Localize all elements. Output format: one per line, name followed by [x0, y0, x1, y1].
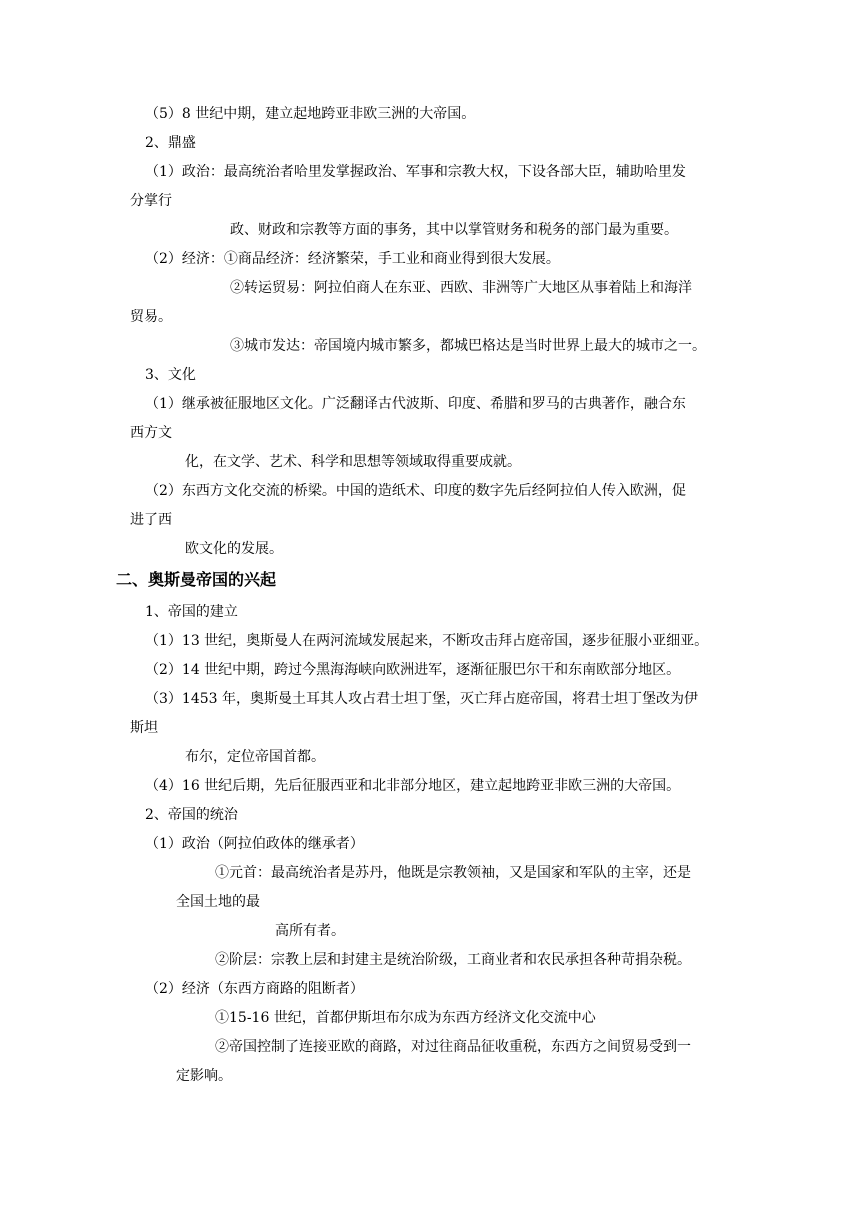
establishment-item-3-line-3: 布尔，定位帝国首都。: [185, 749, 325, 765]
rule-economy: （2）经济（东西方商路的阻断者）: [145, 981, 364, 997]
culture-item-1-line-2: 西方文: [130, 425, 172, 441]
establishment-item-2: （2）14 世纪中期，跨过今黑海海峡向欧洲进军，逐渐征服巴尔干和东南欧部分地区。: [145, 662, 681, 678]
rule-economy-2-line-2: 定影响。: [176, 1068, 232, 1084]
rule-economy-2-line-1: ②帝国控制了连接亚欧的商路，对过往商品征收重税，东西方之间贸易受到一: [215, 1039, 691, 1055]
heading-establishment: 1、帝国的建立: [145, 604, 238, 620]
culture-item-2-line-3: 欧文化的发展。: [185, 541, 283, 557]
establishment-item-4: （4）16 世纪后期，先后征服西亚和北非部分地区，建立起地跨亚非欧三洲的大帝国。: [145, 778, 681, 794]
peak-economy-line-2: ②转运贸易：阿拉伯商人在东亚、西欧、非洲等广大地区从事着陆上和海洋: [230, 280, 692, 296]
peak-economy-line-4: ③城市发达：帝国境内城市繁多，都城巴格达是当时世界上最大的城市之一。: [230, 338, 706, 354]
culture-item-1-line-1: （1）继承被征服地区文化。广泛翻译古代波斯、印度、希腊和罗马的古典著作，融合东: [145, 396, 686, 412]
culture-item-2-line-2: 进了西: [130, 512, 172, 528]
section-title-ottoman: 二、奥斯曼帝国的兴起: [116, 570, 277, 589]
peak-economy-line-1: （2）经济：①商品经济：经济繁荣，手工业和商业得到很大发展。: [145, 251, 560, 267]
heading-peak: 2、鼎盛: [145, 135, 196, 151]
rule-politics-1-line-1: ①元首：最高统治者是苏丹，他既是宗教领袖，又是国家和军队的主宰，还是: [215, 865, 691, 881]
rule-politics-1-line-2: 全国土地的最: [176, 894, 260, 910]
heading-culture: 3、文化: [145, 367, 196, 383]
rule-politics-1-line-3: 高所有者。: [275, 923, 345, 939]
culture-item-2-line-1: （2）东西方文化交流的桥梁。中国的造纸术、印度的数字先后经阿拉伯人传入欧洲，促: [145, 483, 686, 499]
rule-politics-2: ②阶层：宗教上层和封建主是统治阶级，工商业者和农民承担各种苛捐杂税。: [215, 952, 691, 968]
establishment-item-1: （1）13 世纪，奥斯曼人在两河流域发展起来，不断攻击拜占庭帝国，逐步征服小亚细亚。: [145, 633, 709, 649]
rule-politics: （1）政治（阿拉伯政体的继承者）: [145, 836, 364, 852]
culture-item-1-line-3: 化，在文学、艺术、科学和思想等领域取得重要成就。: [185, 454, 521, 470]
peak-politics-line-3: 政、财政和宗教等方面的事务，其中以掌管财务和税务的部门最为重要。: [230, 222, 678, 238]
heading-rule: 2、帝国的统治: [145, 807, 238, 823]
rule-economy-1: ①15-16 世纪，首都伊斯坦布尔成为东西方经济文化交流中心: [215, 1010, 596, 1026]
peak-politics-line-2: 分掌行: [130, 193, 172, 209]
peak-economy-line-3: 贸易。: [130, 309, 172, 325]
peak-politics-line-1: （1）政治：最高统治者哈里发掌握政治、军事和宗教大权，下设各部大臣，辅助哈里发: [145, 164, 686, 180]
establishment-item-3-line-2: 斯坦: [130, 720, 158, 736]
arab-expansion-item-5: （5）8 世纪中期，建立起地跨亚非欧三洲的大帝国。: [145, 106, 476, 122]
establishment-item-3-line-1: （3）1453 年，奥斯曼土耳其人攻占君士坦丁堡，灭亡拜占庭帝国，将君士坦丁堡改为伊: [145, 691, 698, 707]
